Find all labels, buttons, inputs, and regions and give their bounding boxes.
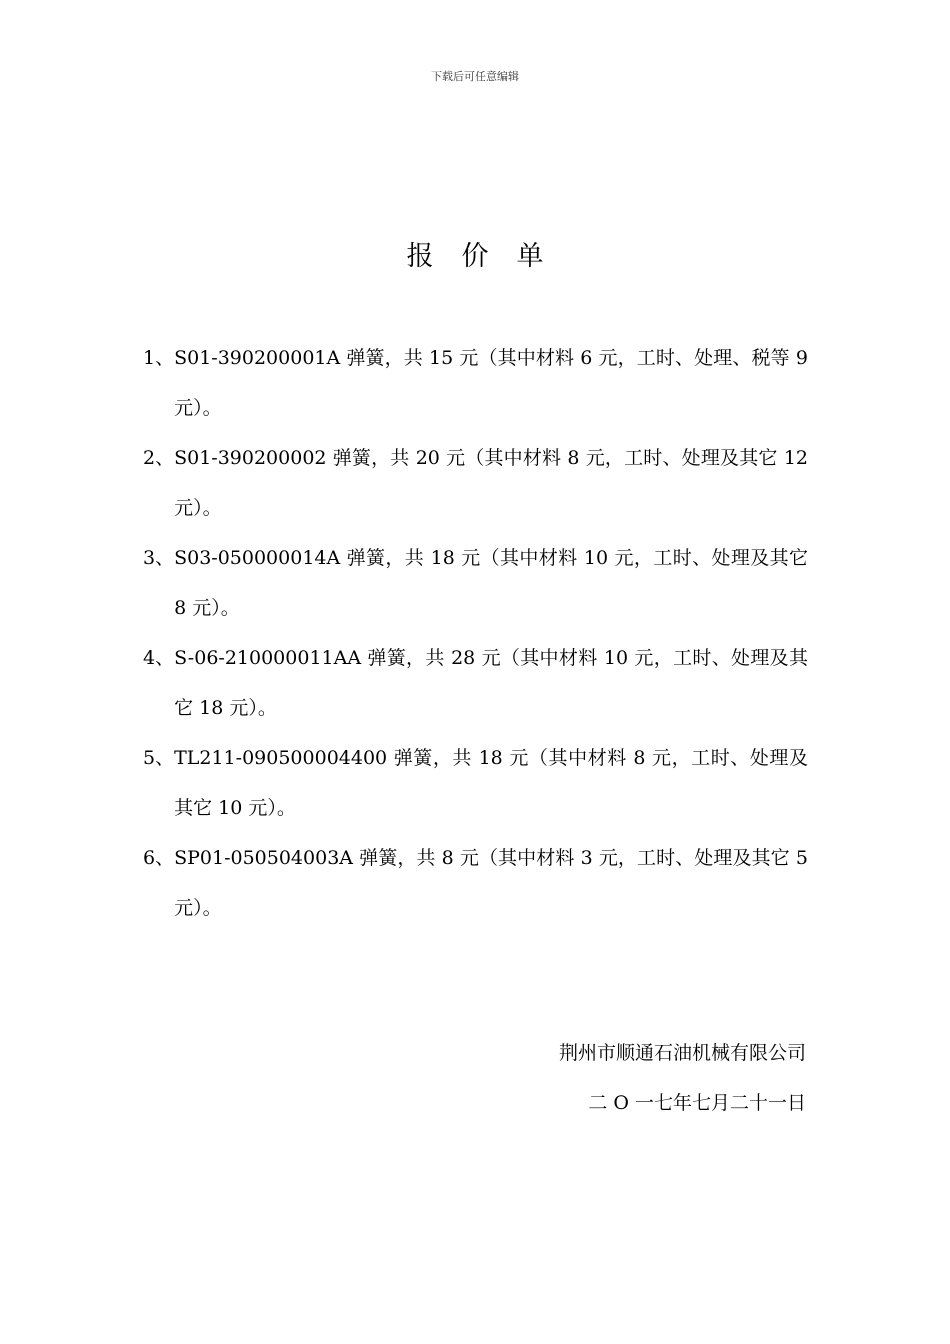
quote-item-list	[143, 333, 808, 933]
company-name: 荆州市顺通石油机械有限公司	[558, 1042, 806, 1064]
item-number: 3、	[143, 547, 175, 569]
quote-item	[143, 333, 808, 433]
quote-item	[143, 633, 808, 733]
item-text: S01-390200002 弹簧，共 20 元（其中材料 8 元，工时、处理及其它 12 元）。	[174, 447, 808, 519]
quote-item	[143, 833, 808, 933]
item-number: 5、	[143, 747, 175, 769]
item-text: S03-050000014A 弹簧，共 18 元（其中材料 10 元，工时、处理及其它 8 元）。	[174, 547, 808, 619]
quote-item	[143, 733, 808, 833]
item-text: SP01-050504003A 弹簧，共 8 元（其中材料 3 元，工时、处理及其它 5 元）。	[174, 847, 808, 919]
header-note: 下载后可任意编辑	[431, 70, 519, 83]
item-text: S01-390200001A 弹簧，共 15 元（其中材料 6 元，工时、处理、税等 9 元）。	[174, 347, 808, 419]
document-title: 报价单	[406, 241, 572, 272]
item-text: S-06-210000011AA 弹簧，共 28 元（其中材料 10 元，工时、处理及其它 18 元）。	[174, 647, 808, 719]
item-number: 4、	[143, 647, 175, 669]
item-number: 1、	[143, 347, 175, 369]
signature-date: 二 O 一七年七月二十一日	[588, 1092, 806, 1114]
quote-item	[143, 433, 808, 533]
signature-block	[559, 1028, 806, 1128]
item-number: 2、	[143, 447, 175, 469]
item-text: TL211-090500004400 弹簧，共 18 元（其中材料 8 元，工时、处理及其它 10 元）。	[174, 747, 808, 819]
item-number: 6、	[143, 847, 175, 869]
quote-item	[143, 533, 808, 633]
